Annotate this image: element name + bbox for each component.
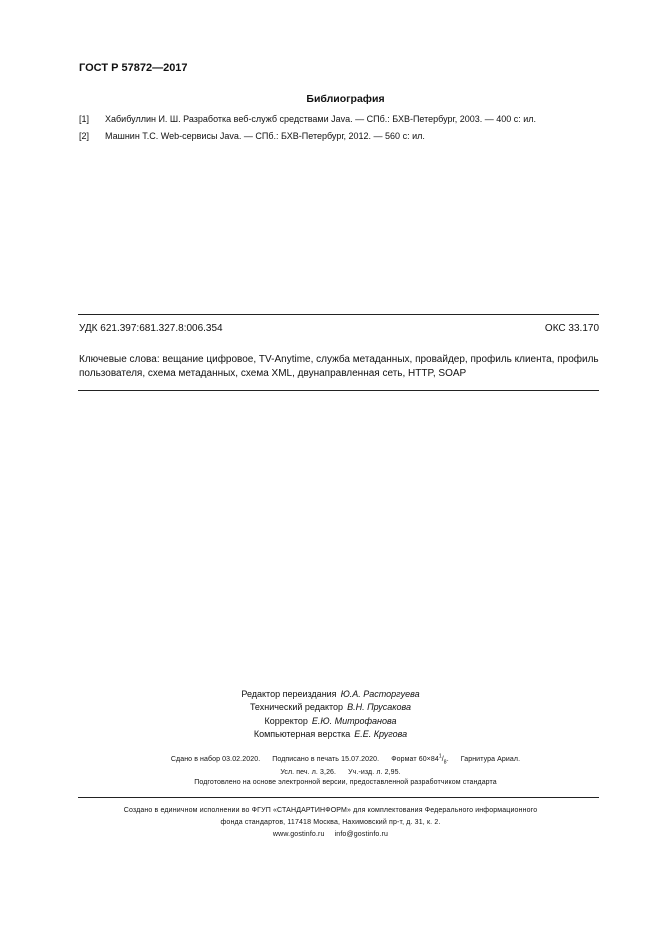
bibliography-item-number: [1] (79, 114, 90, 124)
credit-role: Редактор переиздания (241, 689, 337, 699)
sent-date: Сдано в набор 03.02.2020. (170, 756, 261, 763)
bibliography-item-number: [2] (79, 131, 90, 141)
footer-line: Создано в единичном исполнении во ФГУП «СТАНДАРТИНФОРМ» для комплектования Федерального информационного (123, 807, 538, 814)
print-format: Формат $60\times 84^1/_8$. (391, 753, 449, 766)
credit-role: Компьютерная верстка (253, 728, 351, 739)
keywords-divider (78, 390, 599, 391)
credit-role: Корректор (264, 715, 308, 726)
credit-row (0, 688, 661, 701)
credit-row (0, 728, 661, 741)
print-sheets: Усл. печ. л. 3,26. (280, 769, 337, 776)
publisher-footer (0, 805, 661, 841)
bibliography-item-text: Машнин Т.С. Web-сервисы Java. — СПб.: БХВ-Петербург, 2012. — 560 с: ил. (105, 131, 425, 141)
footer-contacts (0, 829, 661, 841)
signed-date: Подписано в печать 15.07.2020. (272, 756, 380, 763)
bibliography-item-text: Хабибуллин И. Ш. Разработка веб-служб средствами Java. — СПб.: БХВ-Петербург, 2003. — 400 с: ил. (105, 114, 537, 124)
email-link[interactable]: info@gostinfo.ru (334, 831, 389, 838)
editorial-credits (0, 688, 661, 741)
udc-code: УДК 621.397:681.327.8:006.354 (79, 323, 223, 334)
bibliography-item (79, 114, 536, 124)
keywords: Ключевые слова: вещание цифровое, TV-Anytime, служба метаданных, провайдер, профиль клиента, профиль пользователя, схема метаданных, схема XML, двунаправленная сеть, HTTP, SOAP (79, 354, 599, 379)
oks-code: ОКС 33.170 (544, 323, 599, 334)
credit-person: Ю.А. Расторгуева (340, 689, 420, 699)
document-header: ГОСТ Р 57872—2017 (79, 62, 188, 74)
prepared-note: Подготовлено на основе электронной версии, предоставленной разработчиком стандарта (194, 779, 497, 786)
top-divider (78, 314, 599, 315)
footer-line: фонда стандартов, 117418 Москва, Нахимовский пр-т, д. 31, к. 2. (220, 819, 441, 826)
credit-role: Технический редактор (249, 702, 344, 713)
typeface: Гарнитура Ариал. (460, 756, 521, 763)
website-link[interactable]: www.gostinfo.ru (272, 831, 325, 838)
credit-person: В.Н. Прусакова (347, 702, 412, 713)
credit-person: Е.Е. Кругова (354, 728, 408, 739)
credit-row (0, 715, 661, 728)
footer-divider (78, 797, 599, 798)
edition-sheets: Уч.-изд. л. 2,95. (348, 769, 401, 776)
bibliography-title: Библиография (306, 93, 385, 105)
bibliography-item (79, 131, 425, 141)
publication-dates (0, 754, 661, 766)
credit-row (0, 701, 661, 714)
credit-person: Е.Ю. Митрофанова (311, 715, 397, 726)
